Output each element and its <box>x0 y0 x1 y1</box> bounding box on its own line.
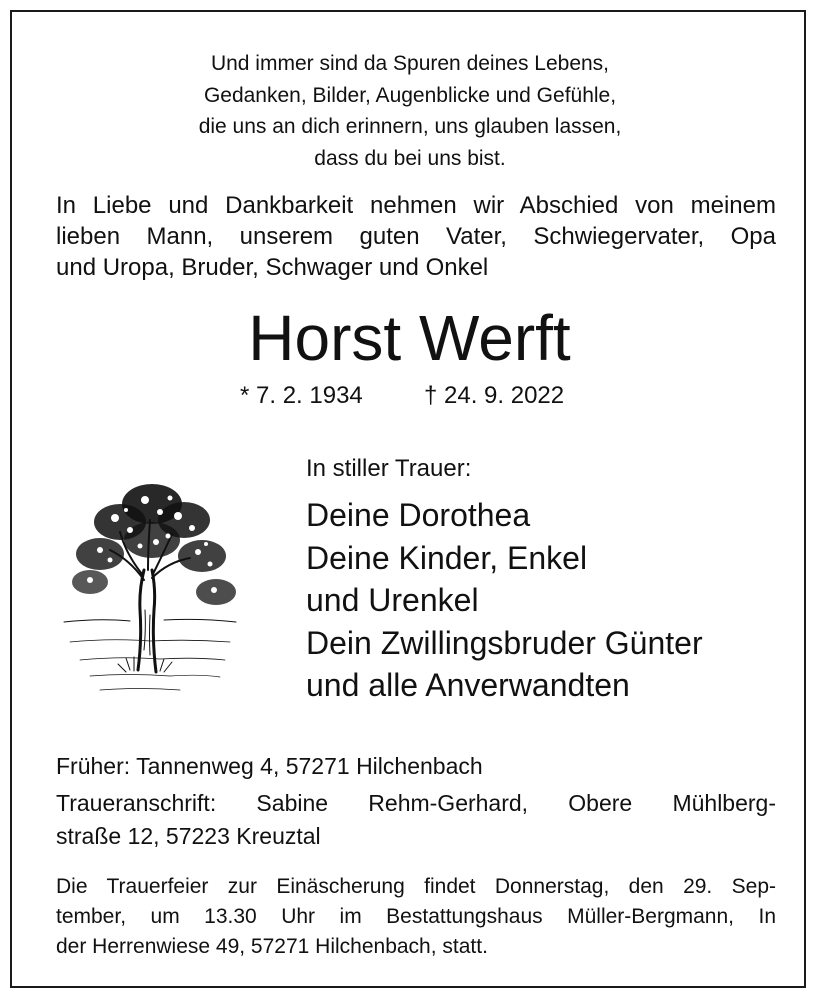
memorial-poem <box>60 48 760 174</box>
tree-illustration-icon <box>60 470 240 710</box>
deceased-name: Horst Werft <box>248 302 571 374</box>
mourner-line: Deine Kinder, Enkel <box>306 539 588 576</box>
intro-line: lieben Mann, unserem guten Vater, Schwiegervater, Opa <box>56 223 776 250</box>
intro-line: In Liebe und Dankbarkeit nehmen wir Abschied von meinem <box>56 192 776 219</box>
former-address: Früher: Tannenweg 4, 57271 Hilchenbach <box>56 753 483 779</box>
mourner-line: Deine Dorothea <box>306 497 531 533</box>
poem-line: Und immer sind da Spuren deines Lebens, <box>210 52 610 75</box>
addresses <box>56 750 776 853</box>
mourner-line: Dein Zwillingsbruder Günter <box>306 624 703 661</box>
mourner-line: und alle Anverwandten <box>306 667 630 703</box>
mourners-list <box>306 494 703 707</box>
service-line: Die Trauerfeier zur Einäscherung findet Donnerstag, den 29. Sep- <box>56 875 776 898</box>
service-line: der Herrenwiese 49, 57271 Hilchenbach, statt. <box>56 935 488 958</box>
birth-date: * 7. 2. 1934 <box>240 382 363 409</box>
poem-line: die uns an dich erinnern, uns glauben lassen, <box>198 115 622 138</box>
service-line: tember, um 13.30 Uhr im Bestattungshaus Müller-Bergmann, In <box>56 905 776 928</box>
funeral-service-info <box>56 872 776 962</box>
mourning-address-line: Traueranschrift: Sabine Rehm-Gerhard, Obere Mühlberg- <box>56 790 776 816</box>
poem-line: Gedanken, Bilder, Augenblicke und Gefühle, <box>203 83 617 107</box>
farewell-intro <box>56 190 776 283</box>
mourning-label: In stiller Trauer: <box>306 455 472 482</box>
death-date: † 24. 9. 2022 <box>424 382 565 409</box>
mourner-line: und Urenkel <box>306 582 479 618</box>
intro-line: und Uropa, Bruder, Schwager und Onkel <box>56 254 489 281</box>
mourning-address-line: straße 12, 57223 Kreuztal <box>56 823 321 849</box>
poem-line: dass du bei uns bist. <box>314 146 506 170</box>
